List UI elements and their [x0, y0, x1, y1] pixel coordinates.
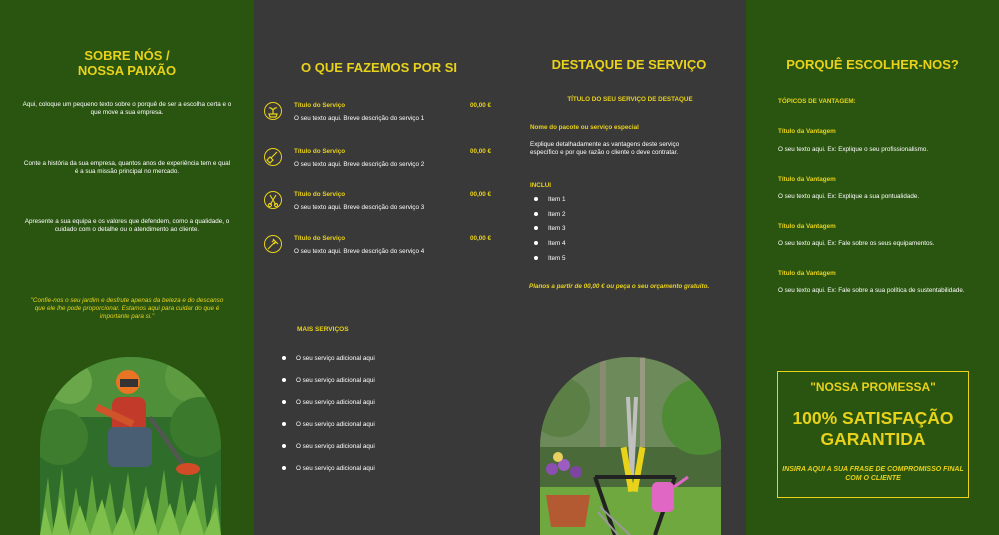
shovel-icon [264, 148, 282, 166]
advantage-title: Título da Vantagem [778, 270, 836, 277]
scissors-icon [264, 191, 282, 209]
about-paragraph-3: Apresente a sua equipa e os valores que defendem, como a qualidade, o cuidado com o detalhe ou o atendimento ao cliente. [24, 218, 230, 233]
service-name: Título do Serviço [294, 148, 346, 155]
package-name: Nome do pacote ou serviço especial [530, 124, 639, 131]
plant-icon [264, 102, 282, 120]
service-item-4 [264, 235, 504, 265]
list-item: O seu serviço adicional aqui [282, 421, 375, 428]
list-item: O seu serviço adicional aqui [282, 399, 375, 406]
gardener-illustration [40, 357, 221, 535]
list-item: Item 1 [534, 196, 566, 203]
list-item: Item 5 [534, 255, 566, 262]
plans-text: Planos a partir de 00,00 € ou peça o seu orçamento gratuito. [529, 283, 710, 290]
more-services-title: MAIS SERVIÇOS [297, 326, 349, 333]
advantage-text: O seu texto aqui. Ex: Explique a sua pontualidade. [778, 193, 920, 200]
advantage-text: O seu texto aqui. Ex: Fale sobre os seus equipamentos. [778, 240, 935, 247]
about-paragraph-1: Aqui, coloque um pequeno texto sobre o porquê de ser a escolha certa e o que move a sua empresa. [22, 101, 232, 116]
garden-tools-illustration [540, 357, 721, 535]
service-price: 00,00 € [470, 235, 492, 242]
service-description: O seu texto aqui. Breve descrição do serviço 4 [294, 248, 425, 255]
service-item-2 [264, 148, 504, 178]
service-name: Título do Serviço [294, 191, 346, 198]
advantage-title: Título da Vantagem [778, 223, 836, 230]
advantage-text: O seu texto aqui. Ex: Fale sobre a sua política de sustentabilidade. [778, 287, 965, 294]
about-title [0, 48, 254, 78]
list-item: O seu serviço adicional aqui [282, 443, 375, 450]
list-item: Item 2 [534, 211, 566, 218]
promise-line2: GARANTIDA [820, 429, 926, 449]
advantage-title: Título da Vantagem [778, 128, 836, 135]
service-name: Título do Serviço [294, 235, 346, 242]
about-title-line2: NOSSA PAIXÃO [77, 63, 177, 78]
promise-line1: 100% SATISFAÇÃO [792, 408, 954, 428]
list-item: O seu serviço adicional aqui [282, 377, 375, 384]
service-description: O seu texto aqui. Breve descrição do serviço 1 [294, 115, 425, 122]
includes-label: INCLUI [530, 182, 551, 189]
garden-tools-photo [540, 357, 721, 535]
promise-label: "NOSSA PROMESSA" [810, 380, 936, 394]
about-paragraph-2: Conte a história da sua empresa, quantos anos de experiência tem e qual é a sua missão principal no mercado. [23, 160, 231, 175]
list-item: O seu serviço adicional aqui [282, 465, 375, 472]
service-name: Título do Serviço [294, 102, 346, 109]
service-price: 00,00 € [470, 191, 492, 198]
gardener-photo [40, 357, 221, 535]
promise-footer: INSIRA AQUI A SUA FRASE DE COMPROMISSO FINAL COM O CLIENTE [782, 466, 964, 482]
service-description: O seu texto aqui. Breve descrição do serviço 2 [294, 161, 425, 168]
topics-label: TÓPICOS DE VANTAGEM: [778, 98, 856, 105]
service-price: 00,00 € [470, 148, 492, 155]
services-title: O QUE FAZEMOS POR SI [300, 60, 458, 75]
why-panel [746, 0, 999, 535]
promise-box [777, 371, 969, 498]
service-item-3 [264, 191, 504, 221]
service-price: 00,00 € [470, 102, 492, 109]
about-title-line1: SOBRE NÓS / [84, 48, 170, 63]
advantage-text: O seu texto aqui. Ex: Explique o seu profissionalismo. [778, 146, 929, 153]
service-item-1 [264, 102, 504, 132]
promise-headline [778, 408, 968, 450]
about-quote: "Confie-nos o seu jardim e desfrute apenas da beleza e do descanso que ele lhe pode proporcionar. Estamos aqui para cuidar do que é importante para si." [30, 297, 224, 320]
list-item: Item 3 [534, 225, 566, 232]
service-description: O seu texto aqui. Breve descrição do serviço 3 [294, 204, 425, 211]
list-item: O seu serviço adicional aqui [282, 355, 375, 362]
package-text: Explique detalhadamente as vantagens deste serviço específico e por que razão o cliente o deve contratar. [530, 141, 680, 156]
featured-title: DESTAQUE DE SERVIÇO [551, 57, 707, 72]
advantage-title: Título da Vantagem [778, 176, 836, 183]
list-item: Item 4 [534, 240, 566, 247]
featured-subtitle: TÍTULO DO SEU SERVIÇO DE DESTAQUE [567, 96, 693, 103]
why-title: PORQUÊ ESCOLHER-NOS? [786, 57, 959, 72]
rake-icon [264, 235, 282, 253]
